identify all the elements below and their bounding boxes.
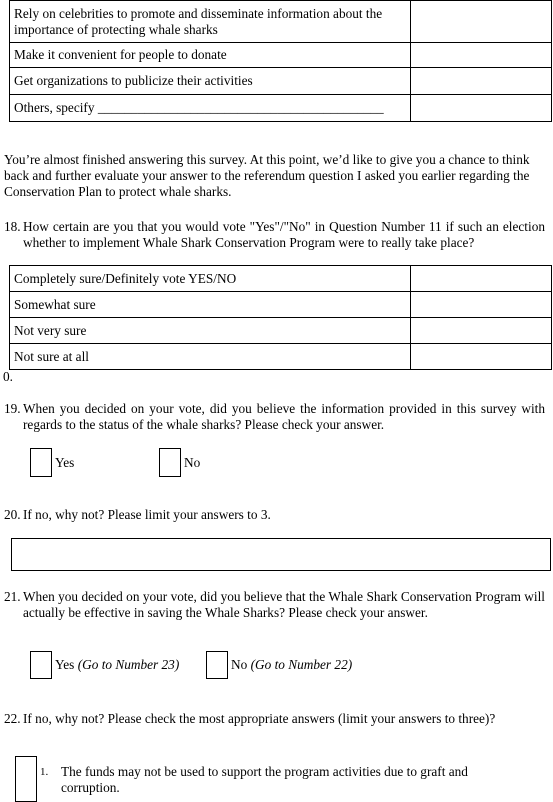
question-number: 19.	[4, 401, 21, 416]
question-text: When you decided on your vote, did you believe the information provided in this survey with regards to the status of the whale sharks? Please check your answer.	[23, 401, 545, 432]
table-row	[10, 318, 552, 344]
yes-skip-note: (Go to Number 23)	[77, 657, 180, 672]
table-row	[10, 68, 552, 95]
no-skip-note: (Go to Number 22)	[250, 657, 353, 672]
table-row	[10, 344, 552, 370]
table-row	[10, 292, 552, 318]
option-label: Others, specify ___________________________________________	[10, 95, 411, 122]
intro-paragraph: You’re almost finished answering this survey. At this point, we’d like to give you a chance to think back and further evaluate your answer to the referendum question I asked you earlier regarding the Conservation Plan to protect whale sharks.	[4, 152, 530, 199]
question-21	[4, 589, 545, 621]
option-label: Rely on celebrities to promote and disseminate information about the importance of protecting whale sharks	[10, 1, 411, 43]
answer-cell[interactable]	[411, 68, 552, 95]
option-label: Make it convenient for people to donate	[10, 43, 411, 68]
option-label: Get organizations to publicize their activities	[10, 68, 411, 95]
option-label: Not sure at all	[10, 344, 411, 370]
yes-checkbox[interactable]	[30, 651, 52, 679]
stray-mark: 0.	[3, 369, 13, 384]
yes-label	[55, 657, 179, 673]
answer-textbox[interactable]	[11, 538, 551, 571]
question-19	[4, 401, 545, 433]
answer-cell[interactable]	[411, 1, 552, 43]
answer-cell[interactable]	[411, 95, 552, 122]
question-18	[4, 219, 545, 251]
answer-cell[interactable]	[411, 318, 552, 344]
top-options-table	[9, 0, 552, 122]
option-label: Somewhat sure	[10, 292, 411, 318]
no-checkbox[interactable]	[159, 448, 181, 477]
item-number: 1.	[40, 766, 49, 778]
option-label: Not very sure	[10, 318, 411, 344]
yes-checkbox[interactable]	[30, 448, 52, 477]
table-row	[10, 43, 552, 68]
q18-options-table	[9, 265, 552, 370]
question-text: When you decided on your vote, did you believe that the Whale Shark Conservation Program will actually be effective in saving the Whale Sharks? Please check your answer.	[23, 589, 545, 620]
table-row	[10, 266, 552, 292]
question-22	[4, 711, 545, 727]
question-text: If no, why not? Please limit your answers to 3.	[23, 507, 271, 522]
item-checkbox[interactable]	[15, 756, 37, 802]
no-label	[231, 657, 352, 673]
answer-cell[interactable]	[411, 266, 552, 292]
table-row	[10, 1, 552, 43]
option-label: Completely sure/Definitely vote YES/NO	[10, 266, 411, 292]
question-number: 22.	[4, 711, 21, 726]
yes-label: Yes	[55, 455, 75, 470]
question-number: 18.	[4, 219, 21, 234]
answer-cell[interactable]	[411, 344, 552, 370]
question-number: 20.	[4, 507, 21, 522]
yes-text: Yes	[55, 657, 75, 672]
question-20	[4, 507, 545, 523]
question-number: 21.	[4, 589, 21, 604]
item-text: The funds may not be used to support the program activities due to graft and corruption.	[61, 764, 468, 795]
question-text: How certain are you that you would vote "Yes"/"No" in Question Number 11 if such an election whether to implement Whale Shark Conservation Program were to really take place?	[23, 219, 545, 250]
answer-cell[interactable]	[411, 43, 552, 68]
no-checkbox[interactable]	[206, 651, 228, 679]
table-row	[10, 95, 552, 122]
no-label: No	[184, 455, 201, 470]
no-text: No	[231, 657, 248, 672]
answer-cell[interactable]	[411, 292, 552, 318]
question-text: If no, why not? Please check the most appropriate answers (limit your answers to three)?	[23, 711, 496, 726]
